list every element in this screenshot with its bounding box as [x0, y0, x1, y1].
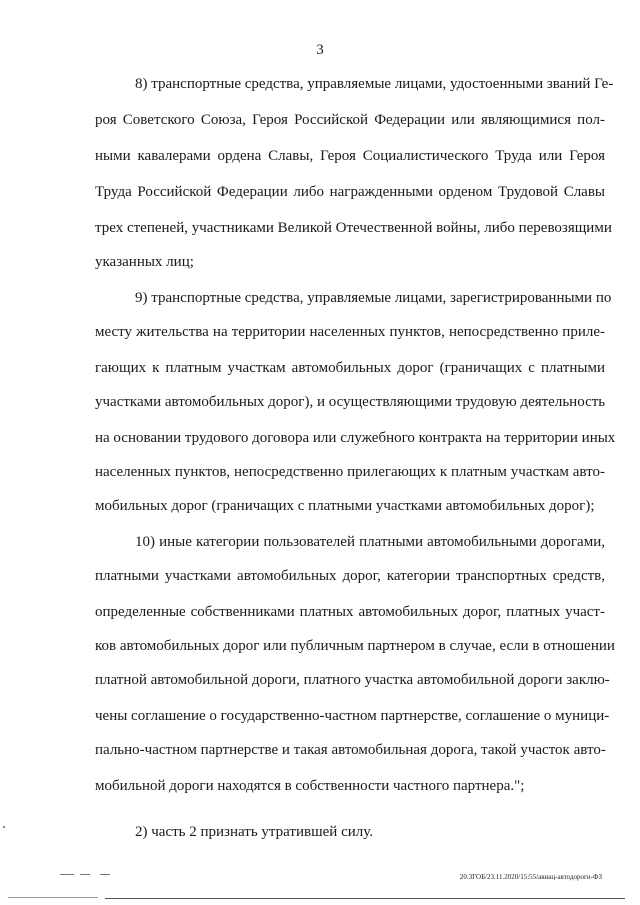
scan-artifact — [80, 874, 90, 875]
text-line: ков автомобильных дорог или публичным партнером в случае, если в отношении — [95, 638, 615, 654]
text-line: чены соглашение о государственно-частном партнерстве, соглашение о муници- — [95, 708, 610, 724]
text-line: ными кавалерами ордена Славы, Героя Социалистического Труда или Героя — [95, 148, 605, 164]
scan-artifact — [8, 897, 98, 898]
text-line: 10) иные категории пользователей платными автомобильными дорогами, — [135, 534, 605, 550]
text-line: 8) транспортные средства, управляемые лицами, удостоенными званий Ге- — [135, 76, 614, 92]
text-line: участками автомобильных дорог), и осуществляющими трудовую деятельность — [95, 394, 606, 410]
scan-artifact — [60, 874, 74, 875]
scan-artifact — [100, 874, 110, 875]
text-line: населенных пунктов, непосредственно прилегающих к платным участкам авто- — [95, 464, 605, 480]
text-line: 2) часть 2 признать утратившей силу. — [135, 824, 374, 840]
text-line: на основании трудового договора или служебного контракта на территории иных — [95, 430, 616, 446]
text-line: платными участками автомобильных дорог, категории транспортных средств, — [95, 568, 605, 584]
text-line: указанных лиц; — [95, 254, 194, 270]
scan-artifact — [3, 826, 5, 828]
page-number: 3 — [316, 42, 324, 58]
text-line: Труда Российской Федерации либо награжденными орденом Трудовой Славы — [95, 184, 605, 200]
scan-artifact — [105, 898, 625, 899]
text-line: определенные собственниками платных автомобильных дорог, платных участ- — [95, 604, 605, 620]
text-line: платной автомобильной дороги, платного участка автомобильной дороги заклю- — [95, 672, 610, 688]
text-line: месту жительства на территории населенных пунктов, непосредственно приле- — [95, 324, 605, 340]
text-line: трех степеней, участниками Великой Отечественной войны, либо перевозящими — [95, 220, 612, 236]
text-line: мобильных дорог (граничащих с платными участками автомобильных дорог); — [95, 498, 595, 514]
text-line: роя Советского Союза, Героя Российской Федерации или являющимися пол- — [95, 112, 605, 128]
text-line: гающих к платным участкам автомобильных дорог (граничащих с платными — [95, 360, 605, 376]
text-line: мобильной дороги находятся в собственности частного партнера."; — [95, 778, 525, 794]
text-line: пально-частном партнерстве и такая автомобильная дорога, такой участок авто- — [95, 742, 606, 758]
text-line: 9) транспортные средства, управляемые лицами, зарегистрированными по — [135, 290, 612, 306]
document-footer-code: 20.3ГОБ/23.11.2020/15:55/авиац-автодороги-ФЗ — [459, 873, 602, 881]
